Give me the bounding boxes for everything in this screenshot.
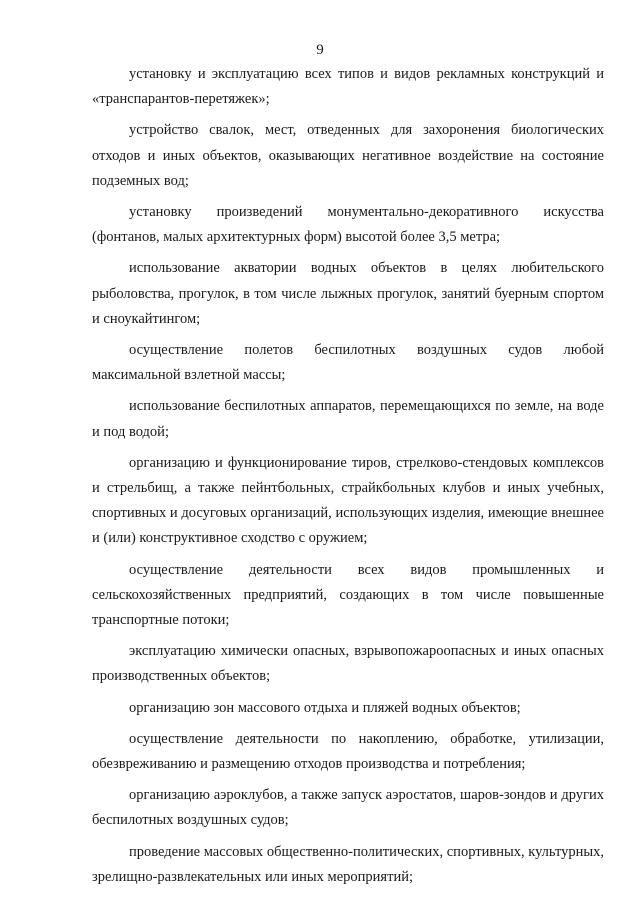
document-body (92, 62, 604, 896)
page-number: 9 (316, 42, 324, 58)
paragraph: осуществление полетов беспилотных воздушных судов любой максимальной взлетной массы; (92, 342, 604, 384)
paragraph: установку и эксплуатацию всех типов и видов рекламных конструкций и «транспарантов-перетяжек»; (92, 66, 604, 108)
paragraph: осуществление деятельности по накоплению, обработке, утилизации, обезвреживанию и размещению отходов производства и потребления; (92, 730, 604, 773)
paragraph: организацию и функционирование тиров, стрелково-стендовых комплексов и стрельбищ, а также пейнтбольных, страйкбольных клубов и иных учебных, спортивных и досуговых организаций, использующих изделия, имеющие внешнее и (или) конструктивное сходство с оружием; (92, 454, 604, 547)
paragraph: организацию аэроклубов, а также запуск аэростатов, шаров-зондов и других беспилотных воздушных судов; (92, 787, 604, 829)
paragraph: использование акватории водных объектов в целях любительского рыболовства, прогулок, в том числе лыжных прогулок, занятий буерным спортом и сноукайтингом; (92, 260, 604, 327)
paragraph: использование беспилотных аппаратов, перемещающихся по земле, на воде и под водой; (92, 398, 604, 440)
paragraph: установку произведений монументально-декоративного искусства (фонтанов, малых архитектурных форм) высотой более 3,5 метра; (92, 204, 604, 246)
paragraph: устройство свалок, мест, отведенных для захоронения биологических отходов и иных объектов, оказывающих негативное воздействие на состояние подземных вод; (92, 122, 604, 189)
paragraph: эксплуатацию химически опасных, взрывопожароопасных и иных опасных производственных объектов; (92, 643, 604, 685)
paragraph: осуществление деятельности всех видов промышленных и сельскохозяйственных предприятий, создающих в том числе повышенные транспортные потоки; (92, 561, 604, 629)
paragraph: проведение массовых общественно-политических, спортивных, культурных, зрелищно-развлекательных или иных мероприятий; (92, 843, 604, 885)
paragraph: организацию зон массового отдыха и пляжей водных объектов; (129, 699, 521, 716)
